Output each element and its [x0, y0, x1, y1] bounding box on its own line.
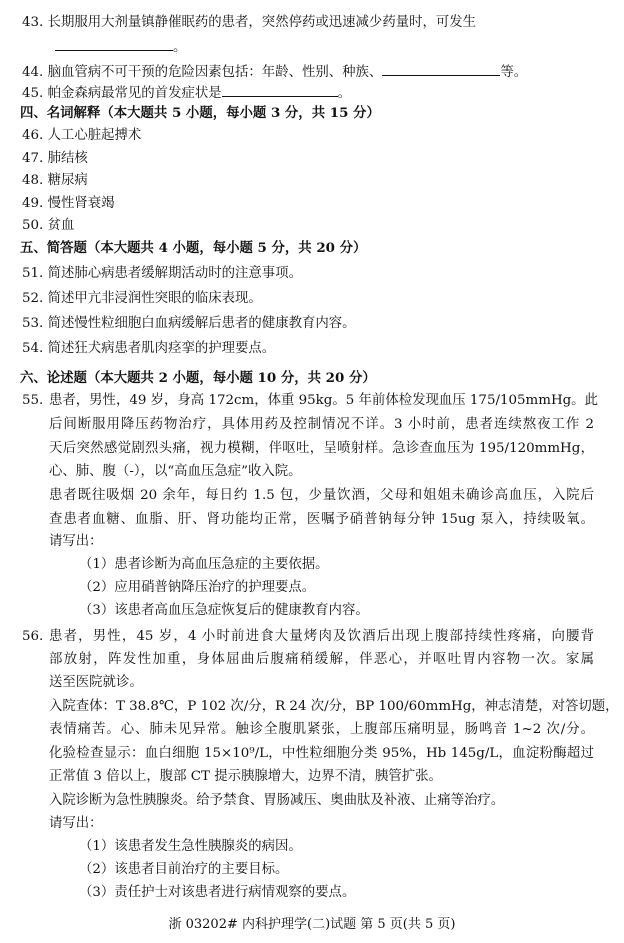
- section-heading-4: 四、名词解释（本大题共 5 小题，每小题 3 分，共 15 分）: [20, 105, 380, 121]
- sub-question: （2）应用硝普钠降压治疗的护理要点。: [79, 580, 316, 595]
- section-heading-6: 六、论述题（本大题共 2 小题，每小题 10 分，共 20 分）: [20, 370, 376, 386]
- case-text-line: 部放射，阵发性加重，身体屈曲后腹痛稍缓解，伴恶心，并呕吐胃内容物一次。家属: [49, 652, 594, 667]
- case-text-line: 入院查体：T 38.8℃，P 102 次/分，R 24 次/分，BP 100/60mmHg，神志清楚，对答切题，: [49, 699, 619, 714]
- prompt-text: 请写出：: [49, 816, 103, 831]
- term-item: 49. 慢性肾衰竭: [22, 196, 115, 211]
- answer-blank[interactable]: [382, 61, 500, 76]
- short-answer-item: 53. 简述慢性粒细胞白血病缓解后患者的健康教育内容。: [22, 316, 356, 331]
- case-text-line: 入院诊断为急性胰腺炎。给予禁食、胃肠减压、奥曲肽及补液、止痛等治疗。: [49, 793, 505, 808]
- answer-blank[interactable]: [222, 82, 338, 97]
- prompt-text: 请写出：: [49, 534, 103, 549]
- case-text-line: 天后突然感觉剧烈头痛，视力模糊，伴呕吐，呈喷射样。急诊查血压为 195/120mmHg，: [49, 441, 594, 456]
- question-number: 44.: [22, 65, 44, 80]
- page-footer: 浙 03202# 内科护理学(二)试题 第 5 页(共 5 页): [168, 917, 456, 932]
- section-heading-5: 五、简答题（本大题共 4 小题，每小题 5 分，共 20 分）: [20, 240, 367, 256]
- answer-blank[interactable]: [55, 36, 173, 51]
- question-43-answer-line: [55, 36, 186, 57]
- case-text-line: 正常值 3 倍以上，腹部 CT 提示胰腺增大，边界不清，胰管扩张。: [49, 769, 442, 784]
- sub-question: （1）患者诊断为高血压急症的主要依据。: [79, 557, 329, 572]
- question-text: 长期服用大剂量镇静催眠药的患者，突然停药或迅速减少药量时，可发生: [47, 15, 477, 30]
- question-text: 帕金森病最常见的首发症状是: [47, 86, 222, 101]
- case-text-line: 心、肺、腹（-），以“高血压急症”收入院。: [49, 464, 302, 479]
- case-text-line: 患者既往吸烟 20 余年，每日约 1.5 包，少量饮酒，父母和姐姐未确诊高血压，入院后: [49, 488, 594, 503]
- punctuation: 。: [337, 86, 352, 101]
- sub-question: （3）该患者高血压急症恢复后的健康教育内容。: [79, 603, 369, 618]
- question-45: [22, 82, 351, 103]
- question-number: 56.: [22, 629, 44, 644]
- sub-question: （1）该患者发生急性胰腺炎的病因。: [79, 839, 302, 854]
- term-item: 47. 肺结核: [22, 151, 88, 166]
- case-text-line: 化验检查显示：血白细胞 15×10⁹/L，中性粒细胞分类 95%，Hb 145g/L，血淀粉酶超过: [49, 746, 594, 761]
- term-item: 46. 人工心脏起搏术: [22, 128, 142, 143]
- short-answer-item: 54. 简述狂犬病患者肌肉痉挛的护理要点。: [22, 341, 276, 356]
- punctuation: 等。: [500, 65, 528, 80]
- case-text-line: 送至医院就诊。: [49, 675, 143, 690]
- question-44: [22, 61, 527, 82]
- question-number: 43.: [22, 15, 44, 30]
- case-text-line: 患者，男性，49 岁，身高 172cm，体重 95kg。5 年前体检发现血压 175/105mmHg。此: [49, 393, 598, 408]
- sub-question: （2）该患者目前治疗的主要目标。: [79, 862, 289, 877]
- case-text-line: 表情痛苦。心、肺未见异常。触诊全腹肌紧张，上腹部压痛明显，肠鸣音 1~2 次/分。: [49, 722, 594, 737]
- sub-question: （3）责任护士对该患者进行病情观察的要点。: [79, 885, 356, 900]
- question-text: 脑血管病不可干预的危险因素包括：年龄、性别、种族、: [47, 65, 383, 80]
- case-text-line: 查患者血糖、血脂、肝、肾功能均正常，医嘱予硝普钠每分钟 15ug 泵入，持续吸氧。: [49, 512, 594, 527]
- punctuation: 。: [173, 40, 187, 55]
- short-answer-item: 52. 简述甲亢非浸润性突眼的临床表现。: [22, 291, 262, 306]
- term-item: 50. 贫血: [22, 218, 75, 233]
- case-text-line: 后间断服用降压药物治疗，具体用药及控制情况不详。3 小时前，患者连续熬夜工作 2: [49, 417, 594, 432]
- case-text-line: 患者，男性，45 岁，4 小时前进食大量烤肉及饮酒后出现上腹部持续性疼痛，向腰背: [49, 629, 594, 644]
- short-answer-item: 51. 简述肺心病患者缓解期活动时的注意事项。: [22, 266, 302, 281]
- term-item: 48. 糖尿病: [22, 173, 88, 188]
- question-43: [22, 14, 476, 32]
- question-number: 45.: [22, 86, 44, 101]
- question-number: 55.: [22, 393, 44, 408]
